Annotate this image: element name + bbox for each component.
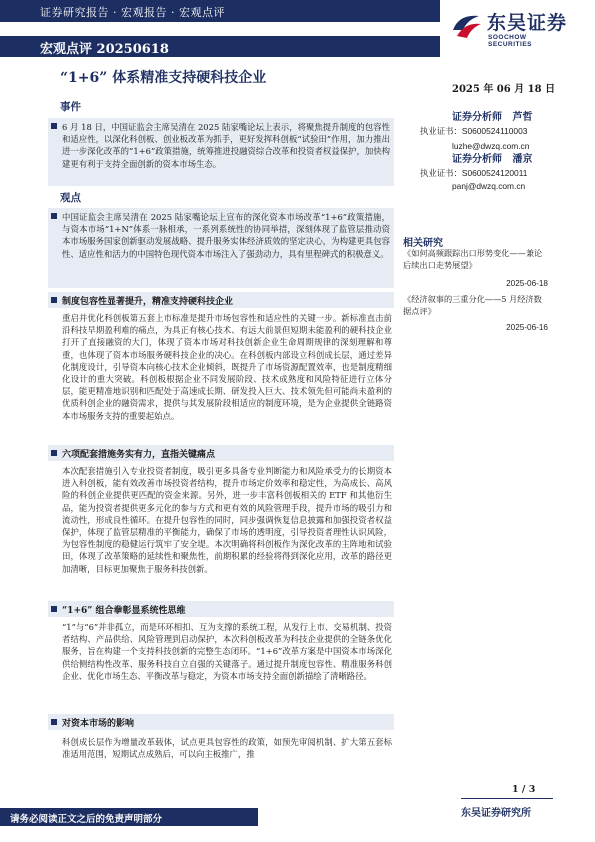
subsection-heading-3 [48,601,394,617]
report-id: 宏观点评 20250618 [40,42,169,57]
subsection-text-2: 本次配套措施引入专业投资者制度，吸引更多具备专业判断能力和风险承受力的长期资本进入科创板，能有效改善市场投资者结构，提升市场定价效率和稳定性，为高成长、高风险的科创企业提供更匹配的资金来源。另外，进一步丰富科创板相关的 ETF 和其他衍生品，能为投资者提供更多元化的参与方式和更有效的风险管理手段，提升市场的吸引力和流动性，形成良性循环。在提升包容性的同时，同步强调恢复信息披露和加强投资者权益保护，体现了监管层精准的平衡能力，确保了市场的透明度，引导投资者理性认识风险，为包容性制度的稳健运行筑牢了安全堤。本次明确将科创板作为深化改革的主阵地和试验田，体现了改革策略的延续性和聚焦性，前期积累的经验将得到深化应用，改革的路径更加清晰，目标更加聚焦于服务科技创新。 [62,466,392,574]
subsection-text-1: 重启并优化科创板第五套上市标准是提升市场包容性和适应性的关键一步。新标准直击前沿科技早期盈利难的痛点，为具正有核心技术、有远大前景但短期未能盈利的硬科技企业打开了直接融资的大门，体现了资本市场对科技创新企业生命周期规律的深刻理解和尊重，也体现了资本市场服务硬科技企业的决心。在科创板内部设立科创成长层，通过差异化制度设计，引导资本向核心技术企业倾斜，既提升了市场资源配置效率，也是制度精细化设计的重大突破。科创板根据企业不同发展阶段、技术成熟度和风险特征进行立体分层，能更精准地识别和匹配处于高速成长期、研发投入巨大、技术领先但可能尚未盈利的优质科创企业的融资需求，提供与其发展阶段相适应的制度环境，是为企业提供全链路资本市场服务支持的重要起始点。 [62,313,392,421]
views-heading: 观点 [60,192,81,204]
footer-org: 东吴证券研究所 [461,808,531,819]
event-text: 6 月 18 日，中国证监会主席吴清在 2025 陆家嘴论坛上表示，将聚焦提升制度的包容性和适应性，以深化科创板、创业板改革为抓手，更好发挥科创板“试验田”作用，加力推出进一步深化改革的“1+6”政策措施，统筹推进投融资综合改革和投资者权益保护，加快构建更有利于支持全面创新的资本市场生态。 [62,122,390,169]
subsection-label: 制度包容性显著提升，精准支持硬科技企业 [62,297,234,307]
header-banner [0,0,440,22]
analyst-role: 证券分析师 [452,112,502,123]
bullet-icon [51,213,57,219]
report-title: “1+6” 体系精准支持硬科技企业 [60,70,267,86]
related-date-1: 2025-06-18 [506,279,548,288]
analyst-2-label [452,150,532,165]
analyst-role: 证券分析师 [452,154,502,165]
related-item-1[interactable]: 《如何高频跟踪出口形势变化——兼论后续出口走势展望》 [403,248,543,270]
related-date-2: 2025-06-16 [506,323,548,332]
analyst-2-email[interactable]: panj@dwzq.com.cn [452,181,526,191]
footer-banner [0,808,258,826]
company-logo [449,6,569,50]
breadcrumb: 证券研究报告 · 宏观报告 · 宏观点评 [40,6,225,19]
footer-divider [461,798,553,799]
bullet-icon [51,606,57,612]
subsection-label: “1+6” 组合拳彰显系统性思维 [62,606,186,616]
analyst-1-label [452,108,532,123]
views-intro: 中国证监会主席吴清在 2025 陆家嘴论坛上宣布的深化资本市场改革“1+6”政策措施，与资本市场“1+N”体系一脉相承，一系列系统性的协同举措，深刻体现了监管层推动资本市场服务国家创新驱动发展战略、提升服务实体经济质效的坚定决心，为构建更具包容性、适应性和活力的中国特色现代资本市场注入了强劲动力，具有里程碑式的积极意义。 [62,212,390,259]
subsection-text-3: “1”与“6”并非孤立，而是环环相扣、互为支撑的系统工程，从发行上市、交易机制、投资者结构、产品供给、风险管理到启动保护，本次科创板改革为科技企业提供的全链条优化服务，旨在构建一个支持科技创新的完整生态闭环。“1+6”改革方案是中国资本市场深化供给侧结构性改革、服务科技自立自强的关键落子。通过提升制度包容性、精准服务科创企业、优化市场生态、平衡改革与稳定，为资本市场支持全面创新描绘了清晰路径。 [62,622,392,681]
analyst-name: 潘京 [512,154,533,165]
cert-prefix: 执业证书： [420,126,462,136]
report-date: 2025 年 06 月 18 日 [452,84,556,95]
related-item-2[interactable]: 《经济叙事的三重分化——5 月经济数据点评》 [403,294,542,316]
subsection-heading-2 [48,445,394,461]
subsection-heading-1 [48,292,394,308]
subsection-heading-4 [48,714,394,730]
bullet-icon [51,450,57,456]
subsection-text-4: 科创成长层作为增量改革载体，试点更具包容性的政策，如预先审阅机制、扩大第五套标准适用范围，短期试点成熟后，可以向主板推广，推 [62,737,392,760]
related-heading: 相关研究 [403,238,443,249]
bullet-icon [51,297,57,303]
event-panel [48,118,394,186]
bullet-icon [51,123,57,129]
logo-mark-icon [449,10,483,44]
logo-name: 东吴证券 [487,12,568,34]
views-panel [48,208,394,288]
event-heading: 事件 [60,101,81,113]
analyst-2-cert [420,167,527,179]
disclaimer: 请务必阅读正文之后的免责声明部分 [10,814,163,825]
report-id-bar [0,36,440,57]
analyst-1-cert [420,125,527,137]
cert-number: S0600524120011 [461,168,528,178]
analyst-1-email[interactable]: luzhe@dwzq.com.cn [452,141,530,151]
cert-prefix: 执业证书： [420,168,462,178]
bullet-icon [51,719,57,725]
page-number: 1 / 3 [512,784,536,795]
logo-english: SOOCHOW SECURITIES [488,34,533,48]
analyst-name: 芦哲 [512,112,533,123]
subsection-label: 对资本市场的影响 [62,719,135,729]
subsection-label: 六项配套措施务实有力，直指关键痛点 [62,450,216,460]
cert-number: S0600524110003 [461,126,528,136]
